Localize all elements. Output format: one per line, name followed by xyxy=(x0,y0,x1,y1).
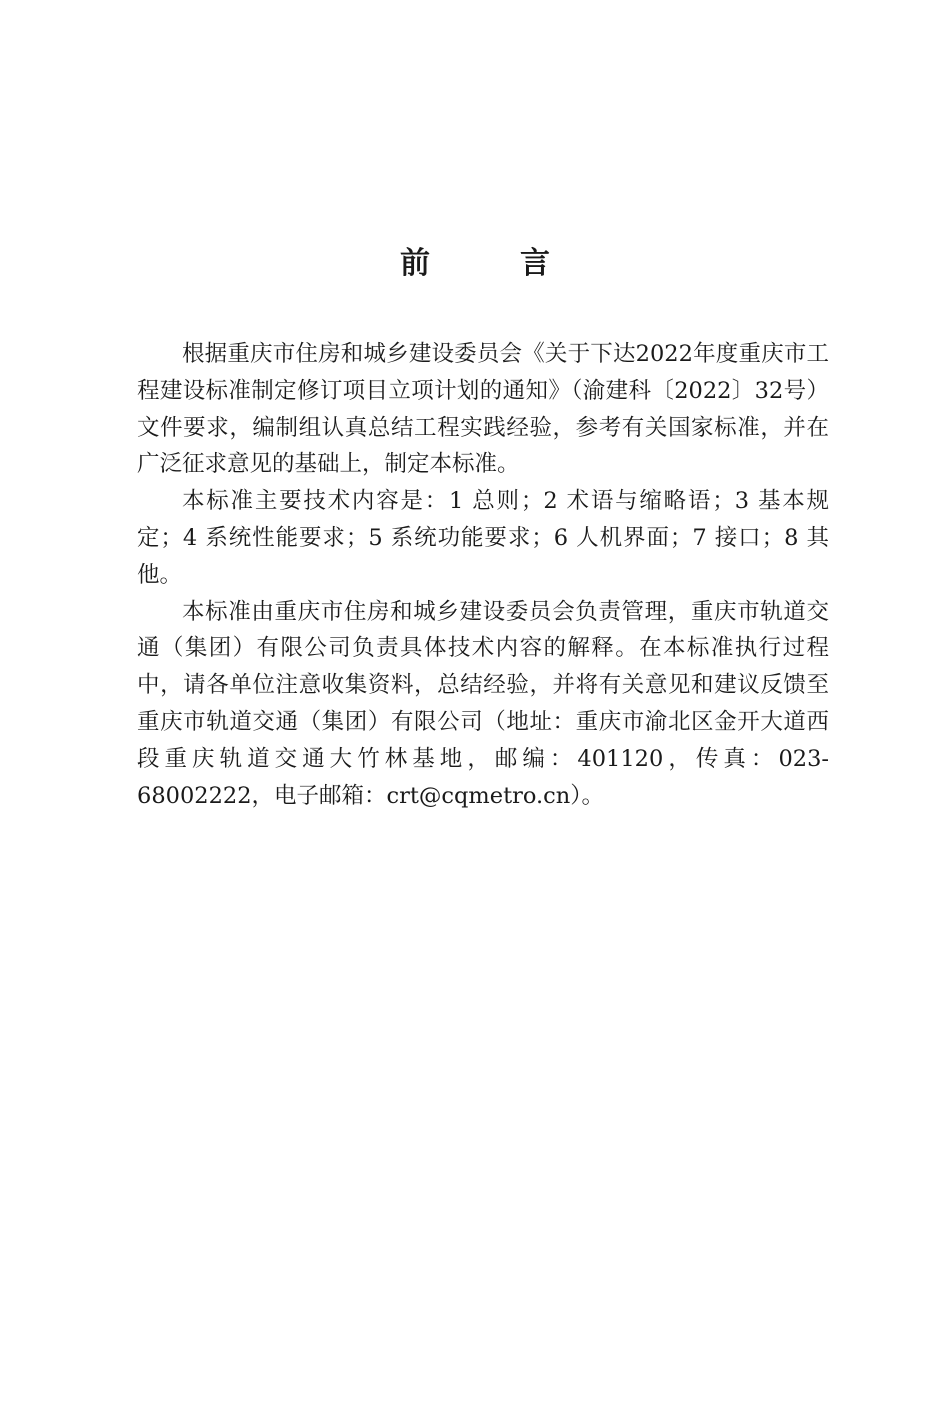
paragraph-management: 本标准由重庆市住房和城乡建设委员会负责管理，重庆市轨道交通（集团）有限公司负责具体技术内容的解释。在本标准执行过程中，请各单位注意收集资料，总结经验，并将有关意见和建议反馈至重庆市轨道交通（集团）有限公司（地址：重庆市渝北区金开大道西段重庆轨道交通大竹林基地，邮编：401120，传真：023-68002222，电子邮箱：crt@cqmetro.cn）。 xyxy=(137,598,829,809)
page-title: 前 言 xyxy=(400,246,580,281)
preface-body xyxy=(137,336,829,814)
paragraph-contents: 本标准主要技术内容是：1 总则；2 术语与缩略语；3 基本规定；4 系统性能要求；5 系统功能要求；6 人机界面；7 接口；8 其他。 xyxy=(137,488,829,588)
paragraph-basis: 根据重庆市住房和城乡建设委员会《关于下达2022年度重庆市工程建设标准制定修订项目立项计划的通知》（渝建科〔2022〕32号）文件要求，编制组认真总结工程实践经验，参考有关国家标准，并在广泛征求意见的基础上，制定本标准。 xyxy=(137,341,829,478)
